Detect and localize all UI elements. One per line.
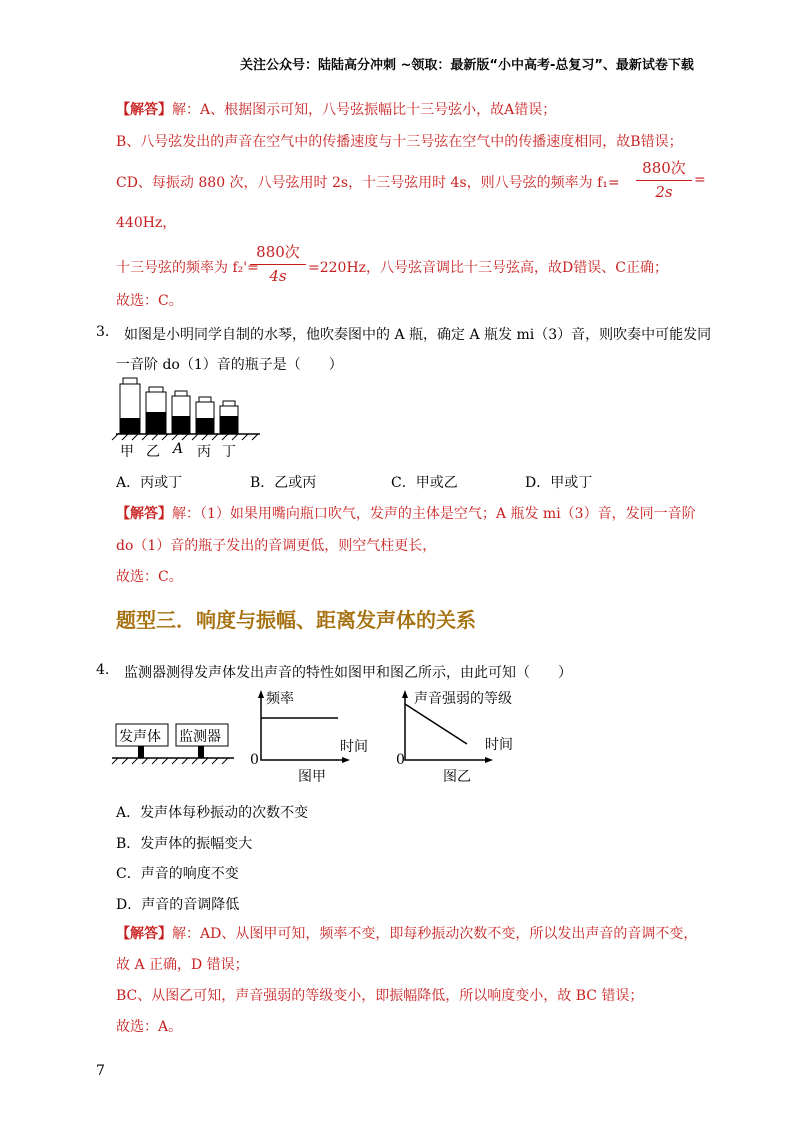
q2-answer-line2: B、八号弦发出的声音在空气中的传播速度与十三号弦在空气中的传播速度相同，故B错误； <box>116 134 683 150</box>
q3-option-d[interactable]: D．甲或丁 <box>525 475 593 491</box>
q3-answer-line2: do（1）音的瓶子发出的音调更低，则空气柱更长， <box>116 538 437 554</box>
bottle-jia <box>120 378 140 434</box>
answer-tag: 【解答】 <box>116 926 172 942</box>
page-header: 关注公众号：陆陆高分冲刺 ~领取：最新版“小中高考-总复习”、最新试卷下载 <box>240 58 694 73</box>
q3-option-c[interactable]: C．甲或乙 <box>391 475 458 491</box>
water-bottles-figure <box>110 374 270 464</box>
bottle-label-bing: 丙 <box>197 444 211 460</box>
q2-answer-line3: CD、每振动 880 次，八号弦用时 2s，十三号弦用时 4s，则八号弦的频率为 f₁= <box>116 175 620 191</box>
graph-yi-xlabel: 时间 <box>485 737 513 753</box>
graph-jia-ylabel: 频率 <box>266 691 294 707</box>
q4-number: 4. <box>96 662 110 678</box>
bottle-label-a: A <box>173 441 184 457</box>
graph-jia-origin: 0 <box>250 752 259 768</box>
equals-sign: = <box>694 172 706 188</box>
box-source-label: 发声体 <box>119 729 161 745</box>
q4-option-c[interactable]: C．声音的响度不变 <box>116 866 239 882</box>
graph-yi-origin: 0 <box>396 752 405 768</box>
q2-answer-line5: 十三号弦的频率为 f₂'= <box>116 260 259 276</box>
page-number: 7 <box>96 1063 105 1079</box>
bottle-yi <box>146 387 166 434</box>
box-monitor-label: 监测器 <box>179 729 221 745</box>
q4-answer-line3: BC、从图乙可知，声音强弱的等级变小，即振幅降低，所以响度变小，故 BC 错误； <box>116 988 644 1004</box>
loudness-line <box>405 704 467 744</box>
q3-stem-line1: 如图是小明同学自制的水琴，他吹奏图中的 A 瓶，确定 A 瓶发 mi（3）音，则吹奏中可能发同 <box>124 327 712 343</box>
answer-tag: 【解答】 <box>116 102 172 118</box>
q4-option-b[interactable]: B．发声体的振幅变大 <box>116 836 253 852</box>
bottle-label-yi: 乙 <box>146 444 160 460</box>
q2-conclusion: 故选：C。 <box>116 293 183 309</box>
bottle-label-jia: 甲 <box>120 444 134 460</box>
bottle-ding <box>220 401 238 434</box>
q3-stem-line2: 一音阶 do（1）音的瓶子是（ ） <box>116 357 343 373</box>
bottle-a <box>172 391 190 434</box>
q3-option-a[interactable]: A．丙或丁 <box>116 475 183 491</box>
section-title: 题型三．响度与振幅、距离发声体的关系 <box>116 608 476 632</box>
q4-option-a[interactable]: A．发声体每秒振动的次数不变 <box>116 805 309 821</box>
fraction-f2: 880次 4s <box>250 241 306 285</box>
bottle-label-ding: 丁 <box>222 444 236 460</box>
q4-conclusion: 故选：A。 <box>116 1019 183 1035</box>
bottle-bing <box>196 397 214 434</box>
q3-option-b[interactable]: B．乙或丙 <box>250 475 317 491</box>
q4-stem: 监测器测得发声体发出声音的特性如图甲和图乙所示，由此可知（ ） <box>124 665 572 681</box>
q3-conclusion: 故选：C。 <box>116 569 183 585</box>
q4-answer-line2: 故 A 正确，D 错误； <box>116 957 249 973</box>
graph-jia-caption: 图甲 <box>298 769 326 785</box>
graph-jia <box>250 686 350 766</box>
q2-answer-line4: 440Hz， <box>116 215 177 231</box>
fraction-f1: 880次 2s <box>636 157 692 201</box>
answer-tag: 【解答】 <box>116 506 172 522</box>
graph-jia-xlabel: 时间 <box>340 739 368 755</box>
q2-answer-line5-end: =220Hz，八号弦音调比十三号弦高，故D错误、C正确； <box>308 260 668 276</box>
graph-yi-ylabel: 声音强弱的等级 <box>414 691 512 707</box>
q4-option-d[interactable]: D．声音的音调降低 <box>116 897 240 913</box>
q4-answer-line1: 【解答】解：AD、从图甲可知，频率不变，即每秒振动次数不变，所以发出声音的音调不变， <box>116 926 698 942</box>
q3-number: 3. <box>96 324 110 340</box>
q3-answer-line1: 【解答】解：（1）如果用嘴向瓶口吹气，发声的主体是空气；A 瓶发 mi（3）音，发同一音阶 <box>116 506 696 522</box>
q2-answer-line1: 【解答】解：A、根据图示可知，八号弦振幅比十三号弦小，故A错误； <box>116 102 557 118</box>
graph-yi-caption: 图乙 <box>443 769 471 785</box>
